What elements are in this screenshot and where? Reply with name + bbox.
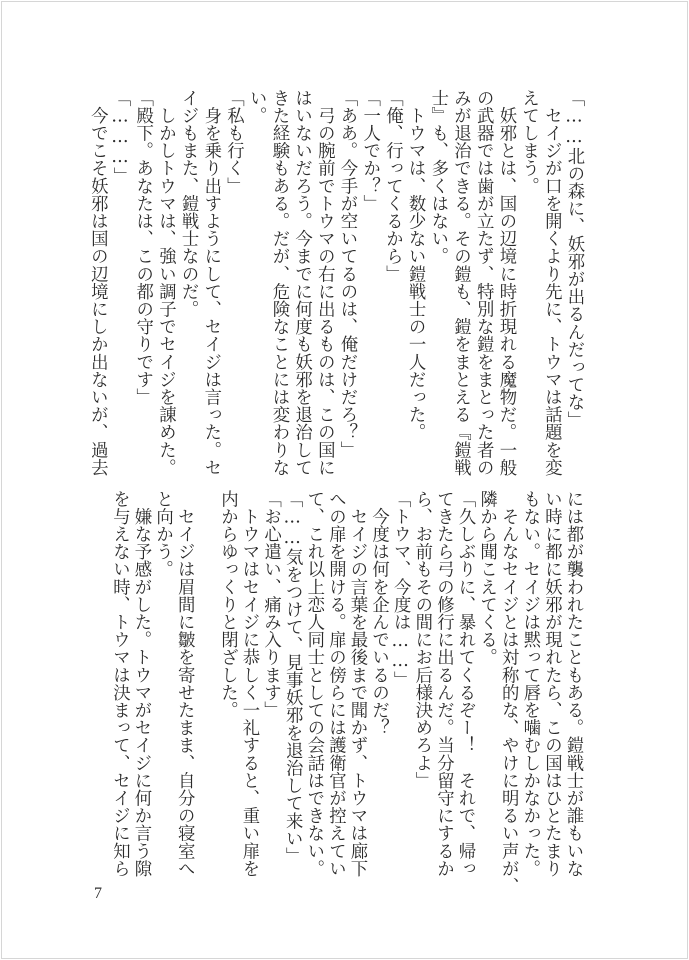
text-column: 「お心遣い、痛み入ります」 [260, 490, 281, 719]
text-column: 士』も、多くはない。 [427, 89, 448, 265]
text-column: 今でこそ妖邪は国の辺境にしか出ないが、過去 [87, 89, 108, 477]
text-column: セイジの言葉を最後まで聞かず、トウマは廊下 [347, 490, 367, 878]
text-column: 隣から聞こえてくる。 [476, 490, 497, 666]
text-column: えてしまう。 [518, 89, 539, 195]
text-column: い時に都に妖邪が現れたら、この国はひとたまり [541, 490, 562, 878]
page-number: 7 [94, 885, 102, 902]
text-column: 「トウマ、今度は……」 [390, 490, 411, 689]
text-column: て、これ以上恋人同士としての会話はできない。 [303, 490, 324, 878]
text-column: 妖邪とは、国の辺境に時折現れる魔物だ。一般 [495, 89, 516, 477]
text-column: もない。セイジは黙って唇を噛むしかなかった。 [519, 490, 540, 878]
text-column: 嫌な予感がした。トウマがセイジに何か言う隙 [131, 490, 151, 878]
text-column: しかしトウマは、強い調子でセイジを諌めた。 [155, 89, 176, 477]
text-column: 今度は何を企んでいるのだ？ [368, 490, 389, 737]
text-column: い。 [246, 89, 267, 125]
text-column: への扉を開ける。扉の傍らには護衛官が控えてい [325, 490, 346, 878]
text-column: きた経験もある。だが、危険なことには変わりな [268, 89, 289, 477]
text-column: 「………」 [110, 89, 130, 185]
text-column: 「久しぶりに、暴れてくるぞー！ それで、帰っ [455, 490, 475, 878]
text-column: 「……北の森に、妖邪が出るんだってな」 [564, 89, 584, 429]
text-column: 身を乗り出すようにして、セイジは言った。セ [200, 89, 221, 477]
text-column: 内からゆっくりと閉ざした。 [217, 490, 238, 719]
book-page [1, 1, 688, 959]
text-column: トウマは、数少ない鎧戦士の一人だった。 [405, 89, 426, 441]
text-column: てきたら弓の修行に出るんだ。当分留守にするか [433, 490, 454, 878]
text-column: セイジは眉間に皺を寄せたまま、自分の寝室へ [174, 490, 195, 878]
text-column: はいないだろう。今までに何度も妖邪を退治して [291, 89, 312, 477]
text-column: みが退治できる。その鎧も、鎧をまとえる『鎧戦 [450, 89, 471, 477]
text-column: イジもまた、鎧戦士なのだ。 [178, 89, 199, 318]
text-column: 「……気をつけて、見事妖邪を退治して来い」 [282, 490, 303, 865]
text-column: 「俺、行ってくるから」 [382, 89, 403, 283]
text-column: ら、お前もその間にお后様決めろよ」 [411, 490, 432, 790]
text-column: 「一人でか？」 [359, 89, 380, 213]
text-column: を与えない時、トウマは決まって、セイジに知ら [109, 490, 130, 878]
text-column: 「私も行く」 [223, 89, 244, 195]
text-column: 「殿下。あなたは、この都の守りです」 [132, 89, 153, 406]
text-column: 「ああ。今手が空いてるのは、俺だけだろ？」 [337, 89, 357, 459]
text-column: セイジが口を開くより先に、トウマは話題を変 [541, 89, 562, 477]
text-column: そんなセイジとは対称的な、やけに明るい声が、 [498, 490, 519, 895]
text-column: 弓の腕前でトウマの右に出るものは、この国に [314, 89, 335, 477]
text-column: トウマはセイジに恭しく一礼すると、重い扉を [239, 490, 259, 878]
text-column: と向かう。 [152, 490, 173, 578]
text-column: の武器では歯が立たず、特別な鎧をまとった者の [473, 89, 494, 477]
text-column: には都が襲われたこともある。鎧戦士が誰もいな [563, 490, 583, 878]
